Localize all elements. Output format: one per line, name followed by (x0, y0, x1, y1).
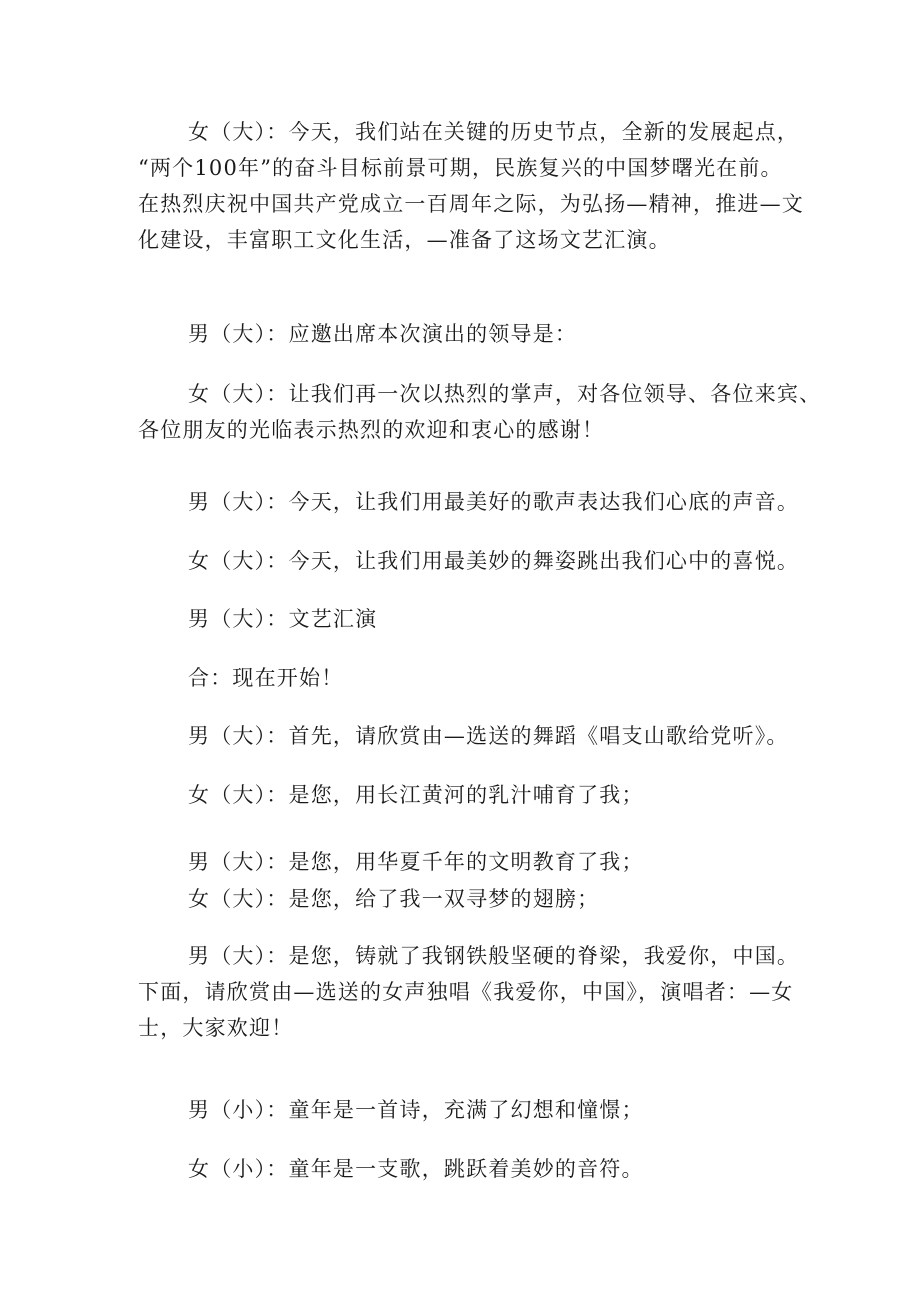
paragraph-childhood-song (138, 1151, 798, 1187)
paragraph-first-act (138, 718, 798, 754)
paragraph-childhood-poem (138, 1092, 798, 1128)
text-line: 女（小）：童年是一支歌，跳跃着美妙的音符。 (188, 1157, 644, 1181)
text-line: 男（大）：首先，请欣赏由—选送的舞蹈《唱支山歌给党听》。 (188, 724, 789, 748)
text-line: 化建设，丰富职工文化生活，—准备了这场文艺汇演。 (138, 228, 671, 252)
text-line: 女（大）：今天，让我们用最美妙的舞姿跳出我们心中的喜悦。 (188, 549, 800, 573)
text-line: 女（大）：今天，我们站在关键的历史节点，全新的发展起点， (188, 120, 800, 144)
paragraph-opening (138, 114, 804, 258)
text-line: 男（大）：文艺汇演 (188, 607, 378, 631)
text-line: “两个100年”的奋斗目标前景可期，民族复兴的中国梦曙光在前。 (138, 156, 783, 180)
paragraph-solo (138, 938, 798, 1046)
paragraph-song (138, 484, 798, 520)
text-line: 男（大）：是您，铸就了我钢铁般坚硬的脊梁，我爱你，中国。 (188, 944, 800, 968)
paragraph-yangtze (138, 777, 798, 813)
paragraph-wings (138, 881, 798, 917)
text-line: 男（大）：是您，用华夏千年的文明教育了我； (188, 850, 644, 874)
paragraph-dance (138, 543, 798, 579)
paragraph-welcome (138, 376, 822, 448)
text-line: 合：现在开始！ (188, 666, 344, 690)
text-line: 男（小）：童年是一首诗，充满了幻想和憧憬； (188, 1098, 644, 1122)
paragraph-show-title (138, 601, 798, 637)
text-line: 女（大）：让我们再一次以热烈的掌声，对各位领导、各位来宾、 (188, 382, 822, 406)
text-line: 男（大）：应邀出席本次演出的领导是： (188, 322, 578, 346)
paragraph-leaders (138, 316, 798, 352)
text-line: 下面，请欣赏由—选送的女声独唱《我爱你，中国》，演唱者：—女 (138, 980, 794, 1004)
text-line: 男（大）：今天，让我们用最美好的歌声表达我们心底的声音。 (188, 490, 800, 514)
text-line: 在热烈庆祝中国共产党成立一百周年之际，为弘扬—精神，推进—文 (138, 192, 804, 216)
text-line: 士，大家欢迎！ (138, 1016, 294, 1040)
paragraph-civilization (138, 844, 798, 880)
text-line: 各位朋友的光临表示热烈的欢迎和衷心的感谢！ (138, 418, 605, 442)
text-line: 女（大）：是您，用长江黄河的乳汁哺育了我； (188, 783, 644, 807)
text-line: 女（大）：是您，给了我一双寻梦的翅膀； (188, 887, 600, 911)
paragraph-start (138, 660, 798, 696)
